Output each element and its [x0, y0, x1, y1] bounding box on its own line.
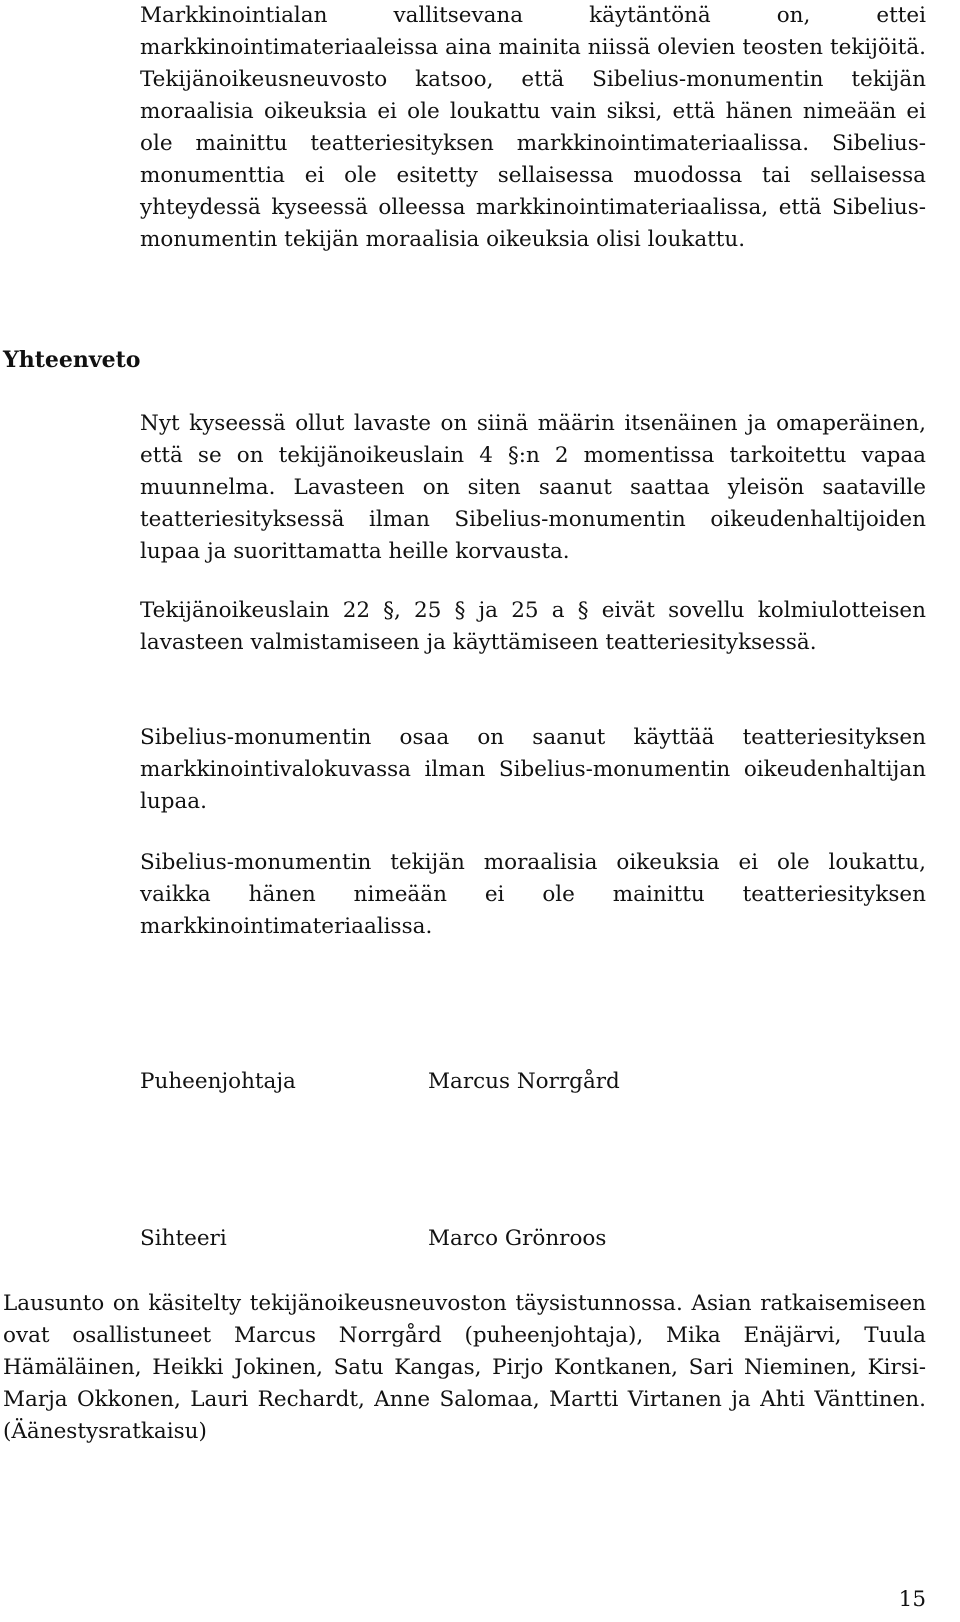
- signature-name-secretary: Marco Grönroos: [428, 1226, 607, 1251]
- signature-name-chair: Marcus Norrgård: [428, 1069, 620, 1094]
- closing-paragraph: Lausunto on käsitelty tekijänoikeusneuvoston täysistunnossa. Asian ratkaisemiseen ovat osallistuneet Marcus Norrgård (puheenjohtaja), Mika Enäjärvi, Tuula Hämäläinen, Heikki Jokinen, Satu Kangas, Pirjo Kontkanen, Sari Nieminen, Kirsi-Marja Okkonen, Lauri Rechardt, Anne Salomaa, Martti Virtanen ja Ahti Vänttinen. (Äänestysratkaisu): [3, 1291, 926, 1444]
- intro-paragraph: Markkinointialan vallitsevana käytäntönä on, ettei markkinointimateriaaleissa aina mainita niissä olevien teosten tekijöitä. Tekijänoikeusneuvosto katsoo, että Sibelius-monumentin tekijän moraalisia oikeuksia ei ole loukattu vain siksi, että hänen nimeään ei ole mainittu teatteriesityksen markkinointimateriaalissa. Sibelius-monumenttia ei ole esitetty sellaisessa muodossa tai sellaisessa yhteydessä kyseessä olleessa markkinointimateriaalissa, että Sibelius-monumentin tekijän moraalisia oikeuksia olisi loukattu.: [140, 3, 926, 252]
- signature-role-chair: Puheenjohtaja: [140, 1069, 296, 1094]
- summary-paragraph-2: Tekijänoikeuslain 22 §, 25 § ja 25 a § eivät sovellu kolmiulotteisen lavasteen valmistamiseen ja käyttämiseen teatteriesityksessä.: [140, 598, 926, 655]
- section-heading-summary: Yhteenveto: [3, 347, 141, 373]
- summary-paragraph-3: Sibelius-monumentin osaa on saanut käyttää teatteriesityksen markkinointivalokuvassa ilman Sibelius-monumentin oikeudenhaltijan lupaa.: [140, 725, 926, 814]
- page-number: 15: [898, 1587, 926, 1612]
- summary-paragraph-4: Sibelius-monumentin tekijän moraalisia oikeuksia ei ole loukattu, vaikka hänen nimeään ei ole mainittu teatteriesityksen markkinointimateriaalissa.: [140, 850, 926, 939]
- signature-role-secretary: Sihteeri: [140, 1226, 227, 1251]
- summary-paragraph-1: Nyt kyseessä ollut lavaste on siinä määrin itsenäinen ja omaperäinen, että se on tekijänoikeuslain 4 §:n 2 momentissa tarkoitettu vapaa muunnelma. Lavasteen on siten saanut saattaa yleisön saataville teatteriesityksessä ilman Sibelius-monumentin oikeudenhaltijoiden lupaa ja suorittamatta heille korvausta.: [140, 411, 926, 564]
